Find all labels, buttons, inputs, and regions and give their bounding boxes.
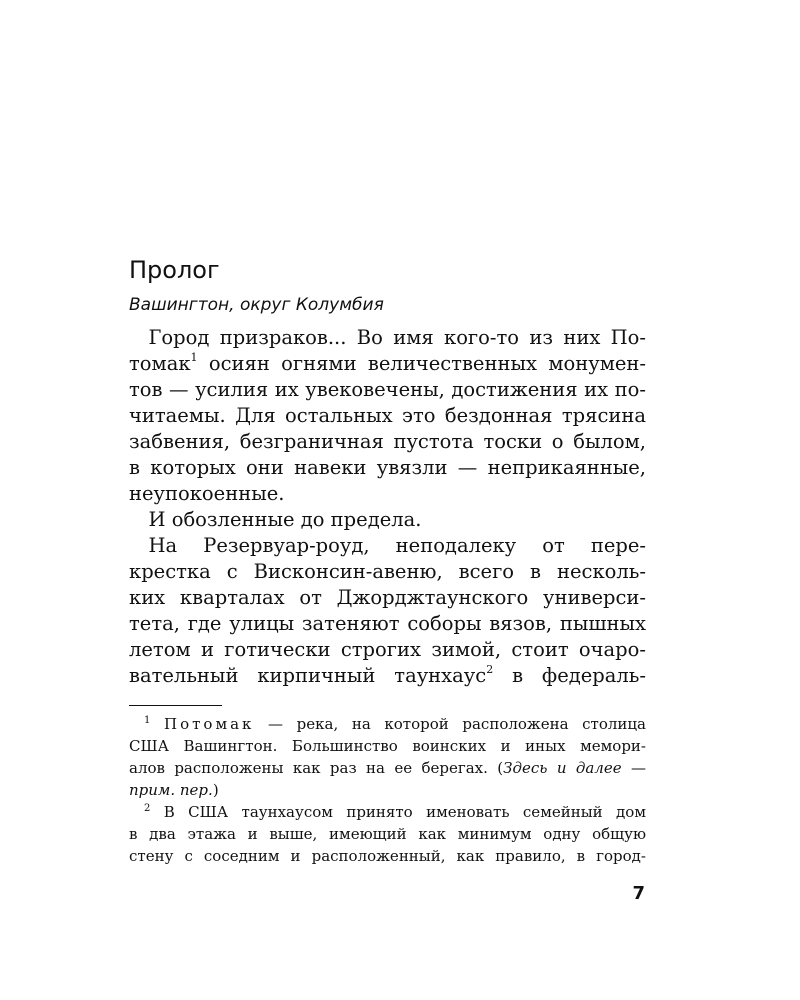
footnote-2-line-1: $^2$ В США таунхаусом принято именовать семейный дом — [144, 803, 646, 821]
body-line-9: На Резервуар-роуд, неподалеку от пере- — [148, 534, 646, 557]
footnote-marker-1: 1 — [144, 715, 151, 726]
footnote-ref-2[interactable]: 2 — [486, 663, 494, 676]
body-line-3: тов — усилия их увековечены, достижения их по- — [129, 378, 646, 401]
footnote-1-line-1: $^1$ Потомак — река, на которой расположена столица — [144, 715, 646, 733]
footnote-ref-1[interactable]: 1 — [190, 351, 198, 364]
footnote-1-line-2: США Вашингтон. Большинство воинских и иных мемори- — [129, 737, 646, 755]
footnote-1-line-3: алов расположены как раз на ее берегах. (Здесь и далее — — [129, 759, 646, 777]
body-line-12: тета, где улицы затеняют соборы вязов, пышных — [129, 612, 646, 635]
footnote-2-line-2: в два этажа и выше, имеющий как минимум одну общую — [129, 825, 646, 843]
body-line-10: крестка с Висконсин-авеню, всего в несколь- — [129, 560, 646, 583]
body-line-6: в которых они навеки увязли — неприкаянные, — [129, 456, 646, 479]
body-line-5: забвения, безграничная пустота тоски о былом, — [129, 430, 646, 453]
body-line-4: читаемы. Для остальных это бездонная трясина — [129, 404, 646, 427]
footnote-1-line-4: прим. пер.) — [129, 781, 219, 799]
footnotes — [129, 713, 646, 867]
body-line-14: вательный кирпичный таунхаус$^2$ в федераль- — [129, 663, 646, 687]
chapter-title: Пролог — [129, 256, 220, 284]
footnote-marker-2: 2 — [144, 803, 151, 814]
body-line-8: И обозленные до предела. — [148, 508, 422, 531]
body-line-11: ких кварталах от Джорджтаунского универси- — [129, 586, 646, 609]
body-line-13: летом и готически строгих зимой, стоит очаро- — [129, 638, 646, 661]
body-line-1: Город призраков... Во имя кого-то из них По- — [148, 326, 646, 349]
body-line-7: неупокоенные. — [129, 482, 285, 505]
footnote-2-line-3: стену с соседним и расположенный, как правило, в город- — [129, 847, 646, 865]
body-line-2: томак$^1$ осиян огнями величественных монумен- — [129, 351, 646, 375]
footnote-divider — [129, 705, 222, 706]
chapter-location: Вашингтон, округ Колумбия — [129, 295, 384, 315]
body-text — [129, 325, 646, 689]
page-number: 7 — [632, 883, 645, 904]
footnote-1-term: Потомак — [164, 715, 255, 733]
